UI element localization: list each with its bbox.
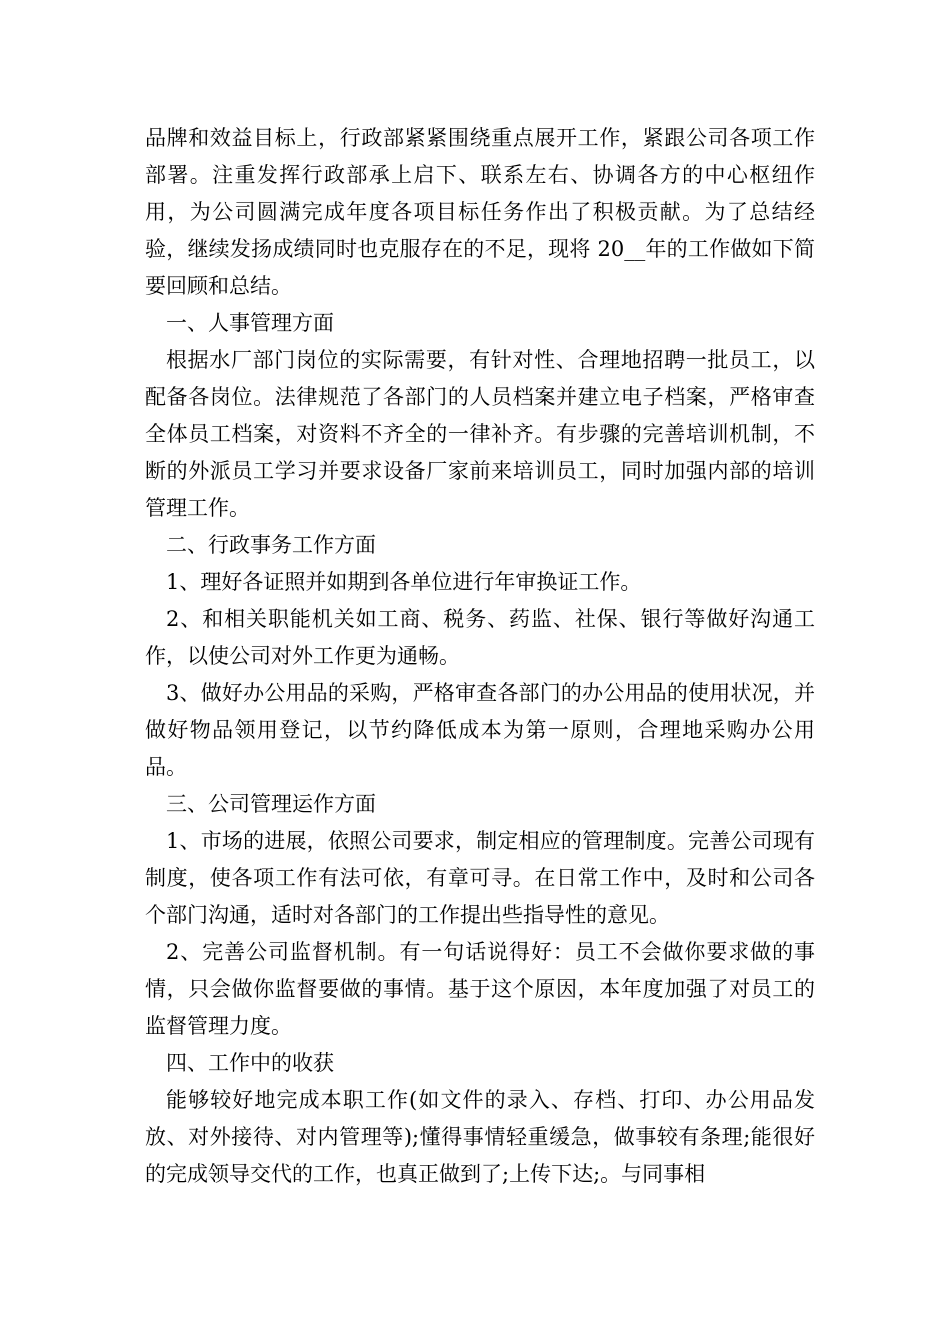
section-heading-gains: 四、工作中的收获 xyxy=(166,1051,334,1075)
list-item-admin-3: 3、做好办公用品的采购，严格审查各部门的办公用品的使用状况，并做好物品领用登记，以节约降低成本为第一原则，合理地采购办公用品。 xyxy=(145,681,815,779)
paragraph-intro: 品牌和效益目标上，行政部紧紧围绕重点展开工作，紧跟公司各项工作部署。注重发挥行政部承上启下、联系左右、协调各方的中心枢纽作用，为公司圆满完成年度各项目标任务作出了积极贡献。为了总结经验，继续发扬成绩同时也克服存在的不足，现将 20__年的工作做如下简要回顾和总结。 xyxy=(145,126,815,298)
paragraph-gains: 能够较好地完成本职工作(如文件的录入、存档、打印、办公用品发放、对外接待、对内管理等);懂得事情轻重缓急，做事较有条理;能很好的完成领导交代的工作，也真正做到了;上传下达;。与同事相 xyxy=(145,1088,815,1186)
list-item-admin-2: 2、和相关职能机关如工商、税务、药监、社保、银行等做好沟通工作，以使公司对外工作更为通畅。 xyxy=(145,607,815,668)
section-heading-personnel: 一、人事管理方面 xyxy=(166,311,334,335)
list-item-admin-1: 1、理好各证照并如期到各单位进行年审换证工作。 xyxy=(166,570,642,594)
paragraph-personnel: 根据水厂部门岗位的实际需要，有针对性、合理地招聘一批员工，以配备各岗位。法律规范了各部门的人员档案并建立电子档案，严格审查全体员工档案，对资料不齐全的一律补齐。有步骤的完善培训机制，不断的外派员工学习并要求设备厂家前来培训员工，同时加强内部的培训管理工作。 xyxy=(145,348,815,520)
list-item-management-1: 1、市场的进展，依照公司要求，制定相应的管理制度。完善公司现有制度，使各项工作有法可依，有章可寻。在日常工作中，及时和公司各个部门沟通，适时对各部门的工作提出些指导性的意见。 xyxy=(145,829,815,927)
section-heading-admin-affairs: 二、行政事务工作方面 xyxy=(166,533,376,557)
section-heading-management: 三、公司管理运作方面 xyxy=(166,792,376,816)
document-body xyxy=(145,120,815,1193)
list-item-management-2: 2、完善公司监督机制。有一句话说得好：员工不会做你要求做的事情，只会做你监督要做的事情。基于这个原因，本年度加强了对员工的监督管理力度。 xyxy=(145,940,815,1038)
